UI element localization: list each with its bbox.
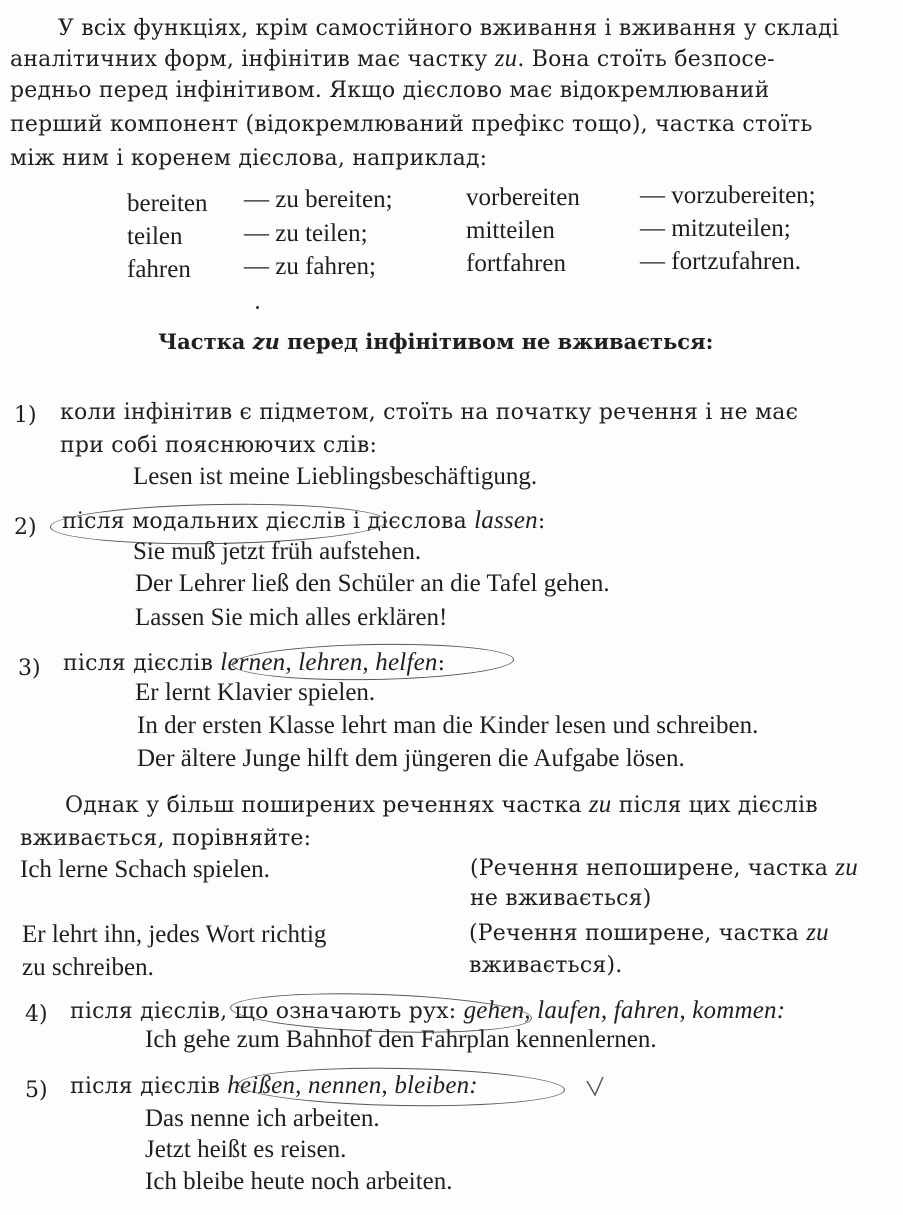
zu-particle: zu — [835, 854, 858, 881]
colon: : — [537, 509, 546, 534]
rule-3-example: In der ersten Klasse lehrt man die Kinder lesen und schreiben. — [137, 712, 759, 739]
intro-line-5: між ним і коренем дієслова, наприклад: — [10, 146, 488, 171]
rule-5-text — [70, 1071, 478, 1102]
conj-base: fahren — [127, 256, 191, 283]
intro-line-1: У всіх функціях, крім самостійного вживання і вживання у складі — [58, 16, 839, 41]
comparison-comment-1b: не вживається) — [470, 886, 652, 911]
conj-prefixed: vorbereiten — [466, 184, 580, 211]
rule-5-number: 5) — [25, 1078, 48, 1103]
rule-2-example: Sie muß jetzt früh aufstehen. — [133, 538, 422, 565]
zu-particle: zu — [588, 791, 612, 818]
conj-prefixed-zu: — vorzubereiten; — [640, 182, 816, 209]
note-text: після цих дієслів — [611, 793, 818, 818]
rule-5-example: Ich bleibe heute noch arbeiten. — [145, 1168, 453, 1195]
rule-3-text — [63, 648, 445, 679]
note-line-1 — [65, 790, 818, 821]
rule-5-label: після дієслів — [70, 1074, 228, 1099]
rule-5-verbs: heißen, nennen, bleiben: — [227, 1072, 478, 1099]
conj-base: bereiten — [127, 190, 208, 217]
rule-2-example: Lassen Sie mich alles erklären! — [135, 604, 448, 631]
rule-4-text — [70, 996, 785, 1027]
rule-3-example: Er lernt Klavier spielen. — [135, 679, 376, 706]
rule-5-example: Das nenne ich arbeiten. — [145, 1105, 380, 1132]
heading-text: перед інфінітивом не вживається: — [279, 329, 714, 354]
comparison-comment-2b: вживається). — [469, 953, 623, 978]
rule-4-label: після дієслів, що означають рух: — [70, 999, 464, 1024]
rule-3-number: 3) — [18, 656, 41, 681]
conj-zu-form: — zu teilen; — [244, 220, 368, 247]
rule-4-number: 4) — [25, 1002, 48, 1027]
zu-particle: zu — [494, 45, 518, 72]
conj-prefixed-zu: — mitzuteilen; — [640, 215, 791, 242]
conj-zu-form: — zu bereiten; — [244, 186, 393, 213]
conj-prefixed-zu: — fortzufahren. — [640, 248, 802, 275]
intro-line-2 — [10, 44, 775, 75]
comment-text: (Речення поширене, частка — [469, 921, 807, 946]
conj-prefixed: fortfahren — [466, 250, 566, 277]
conj-base: teilen — [127, 223, 183, 250]
rule-4-verbs: gehen, laufen, fahren, kommen: — [463, 997, 786, 1024]
comparison-comment-2 — [469, 918, 829, 949]
rule-2-label: після модальних дієслів і дієслова — [62, 509, 475, 534]
rule-3-example: Der ältere Junge hilft dem jüngeren die Aufgabe lösen. — [137, 745, 685, 772]
comparison-example-2: Er lehrt ihn, jedes Wort richtig — [22, 921, 327, 948]
comparison-comment-1 — [470, 853, 858, 884]
comparison-example-1: Ich lerne Schach spielen. — [20, 856, 270, 883]
rule-1-example: Lesen ist meine Lieblingsbeschäftigung. — [133, 463, 538, 490]
rule-4-example: Ich gehe zum Bahnhof den Fahrplan kennenlernen. — [145, 1026, 657, 1053]
section-heading — [158, 327, 713, 357]
intro-text: . Вона стоїть безпосе- — [517, 47, 775, 72]
stray-dot — [256, 306, 259, 309]
rule-2-number: 2) — [14, 515, 37, 540]
intro-line-3: редньо перед інфінітивом. Якщо дієслово має відокремлюваний — [10, 78, 770, 103]
note-line-2: вживається, порівняйте: — [20, 826, 312, 851]
conj-zu-form: — zu fahren; — [244, 253, 376, 280]
zu-particle: zu — [806, 919, 829, 946]
rule-5-example: Jetzt heißt es reisen. — [145, 1136, 347, 1163]
checkmark-icon — [585, 1075, 607, 1099]
heading-text: Частка — [158, 329, 253, 354]
conj-prefixed: mitteilen — [466, 217, 555, 244]
note-text: Однак у більш поширених реченнях частка — [65, 793, 589, 818]
rule-3-label: після дієслів — [63, 651, 221, 676]
rule-1-text: коли інфінітив є підметом, стоїть на початку речення і не має — [60, 400, 799, 425]
colon: : — [437, 651, 446, 676]
comment-text: (Речення непоширене, частка — [470, 856, 836, 881]
zu-particle: zu — [252, 329, 280, 354]
rule-1-text: при собі пояснюючих слів: — [60, 433, 378, 458]
rule-2-text — [62, 506, 545, 537]
rule-1-number: 1) — [14, 403, 37, 428]
rule-2-verb: lassen — [474, 507, 538, 534]
intro-text: аналітичних форм, інфінітив має частку — [10, 47, 495, 72]
rule-3-verbs: lernen, lehren, helfen — [220, 649, 438, 676]
intro-line-4: перший компонент (відокремлюваний префікс тощо), частка стоїть — [10, 112, 813, 137]
comparison-example-2b: zu schreiben. — [22, 954, 154, 981]
rule-2-example: Der Lehrer ließ den Schüler an die Tafel gehen. — [135, 570, 610, 597]
